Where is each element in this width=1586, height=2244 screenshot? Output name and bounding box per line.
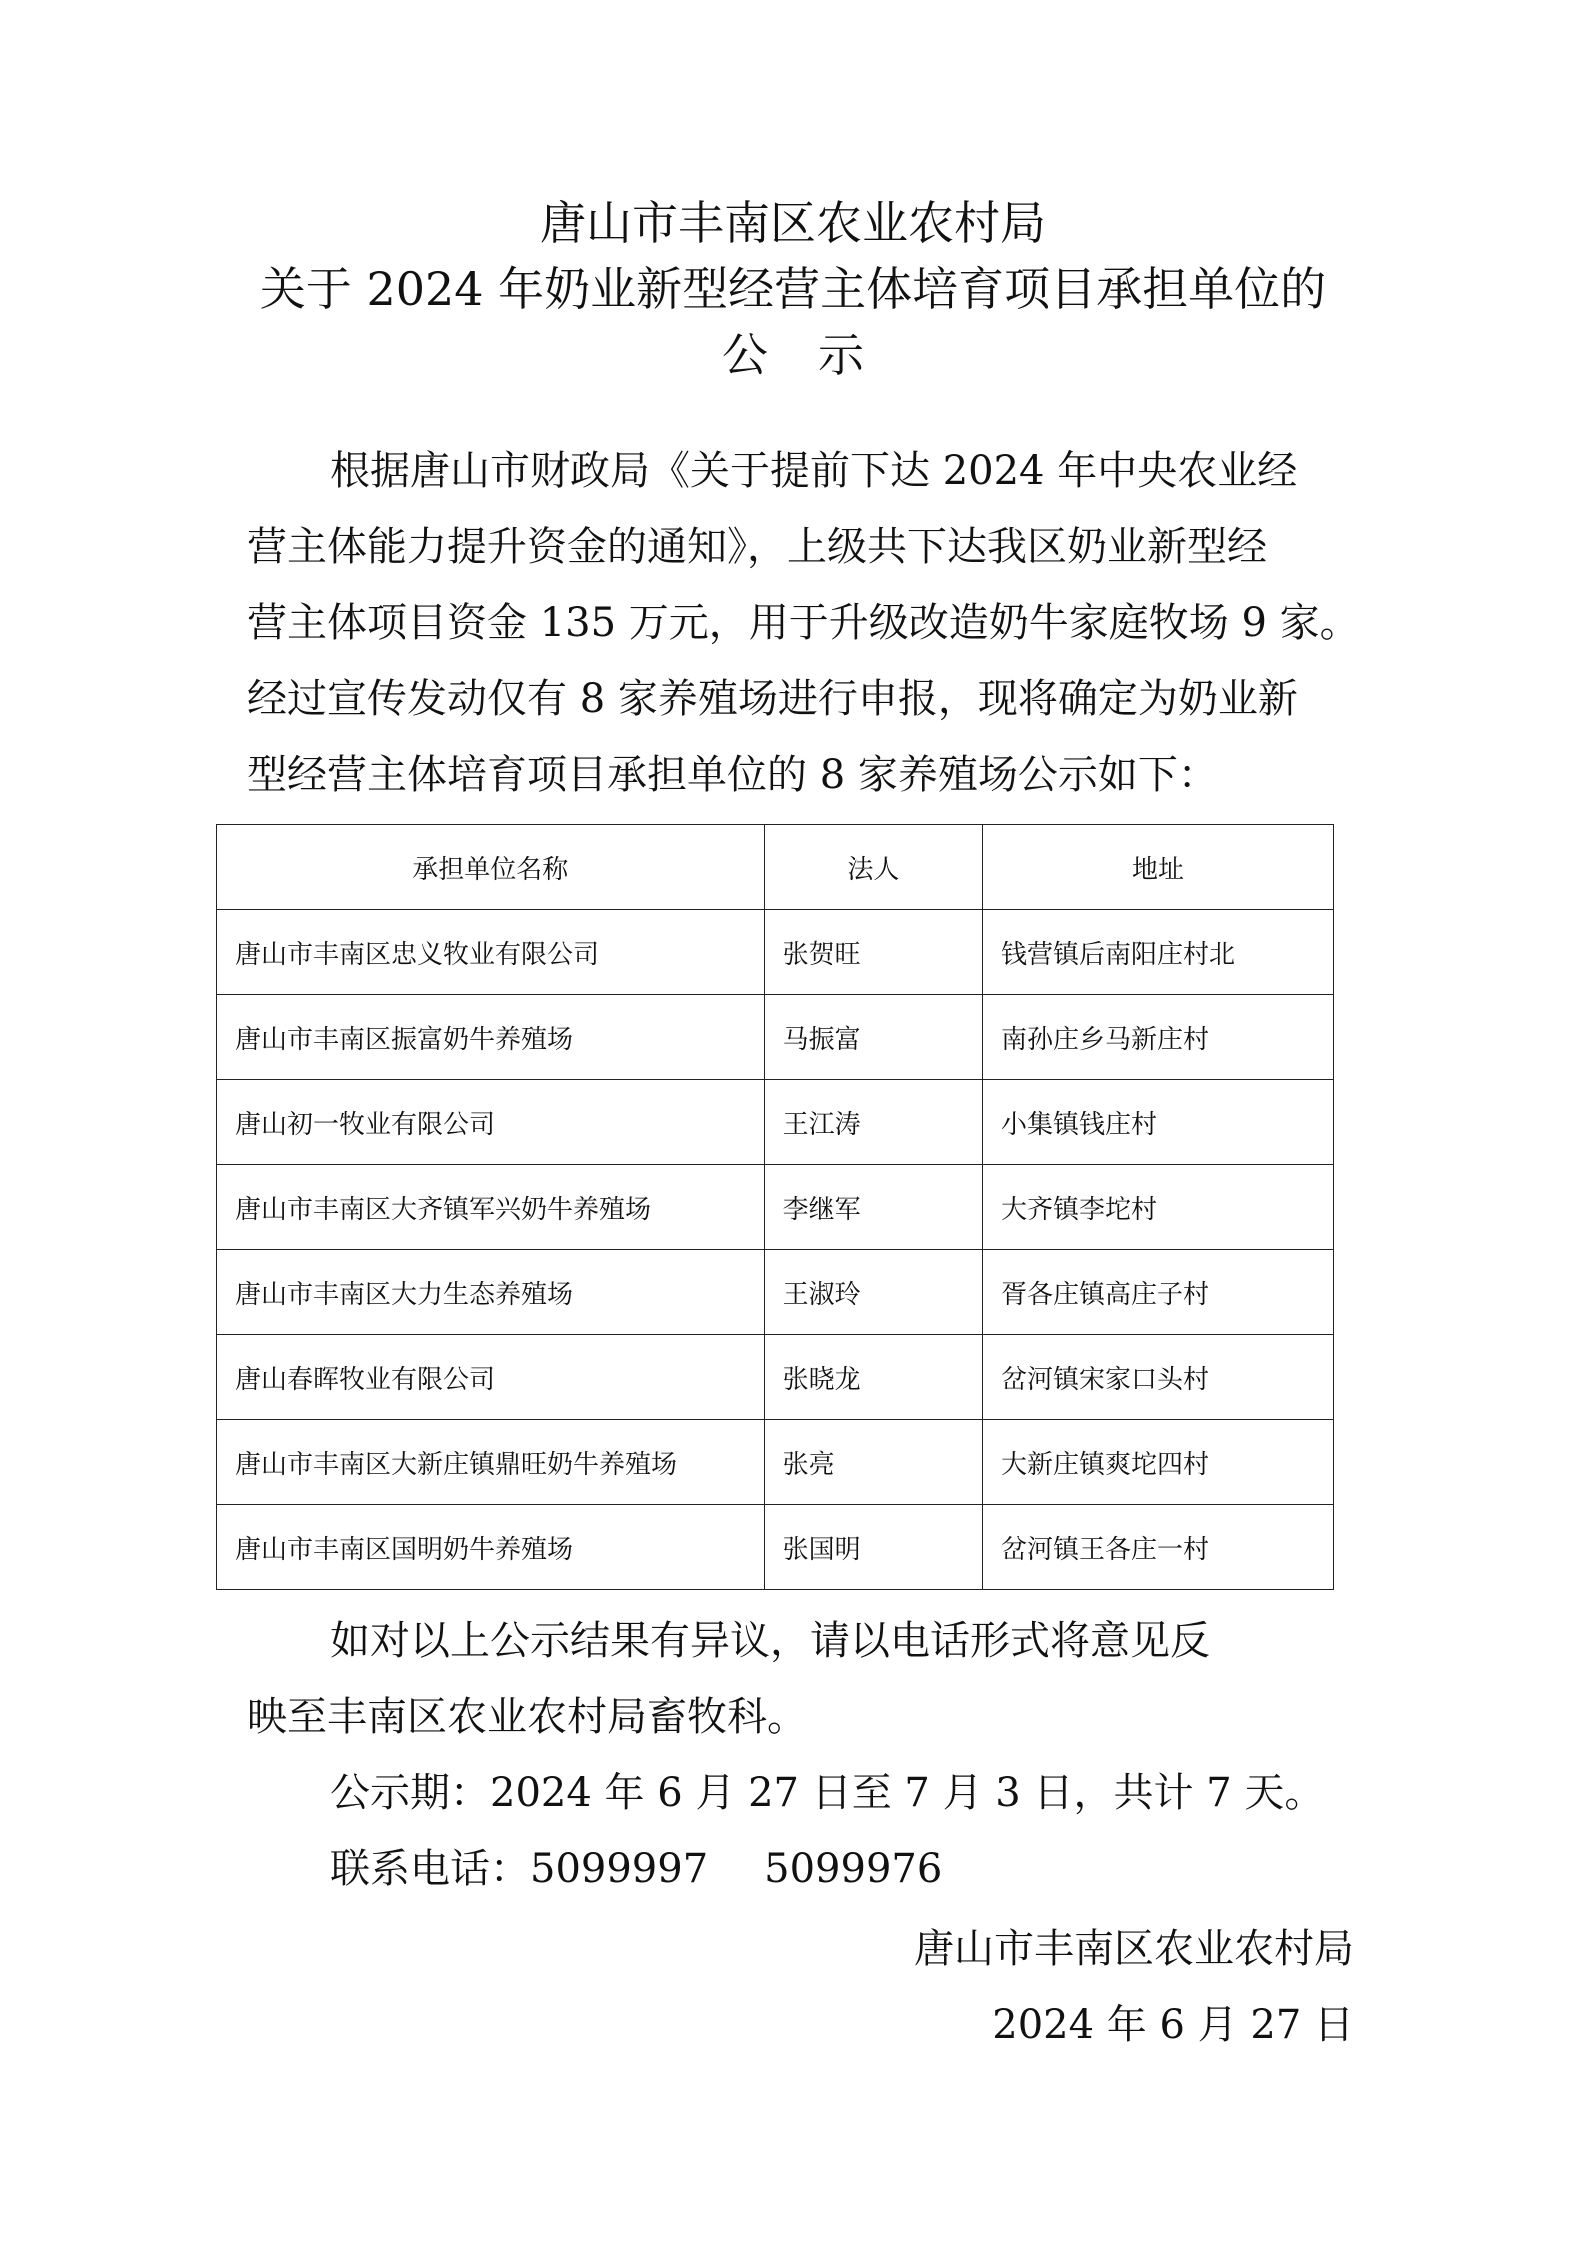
cell-address: 胥各庄镇高庄子村	[983, 1250, 1334, 1335]
intro-line-2: 营主体能力提升资金的通知》，上级共下达我区奶业新型经	[247, 524, 1267, 570]
cell-legal-person: 马振富	[764, 995, 982, 1080]
phone-number-2: 5099976	[764, 1846, 943, 1892]
title-word-b: 示	[818, 328, 864, 382]
table-row	[217, 1165, 1334, 1250]
table-row	[217, 910, 1334, 995]
cell-address: 大齐镇李坨村	[983, 1165, 1334, 1250]
cell-address: 岔河镇宋家口头村	[983, 1335, 1334, 1420]
signature-org: 唐山市丰南区农业农村局	[914, 1926, 1354, 1972]
cell-address: 钱营镇后南阳庄村北	[983, 910, 1334, 995]
title-line-2: 关于 2024 年奶业新型经营主体培育项目承担单位的	[259, 262, 1327, 316]
title-line-3	[0, 324, 1586, 386]
phone-number-1: 5099997	[530, 1846, 709, 1892]
closing-line-1: 如对以上公示结果有异议，请以电话形式将意见反	[330, 1618, 1210, 1664]
publicity-period: 公示期：2024 年 6 月 27 日至 7 月 3 日，共计 7 天。	[330, 1770, 1325, 1816]
cell-unit-name: 唐山市丰南区忠义牧业有限公司	[217, 910, 765, 995]
table-row	[217, 1080, 1334, 1165]
cell-address: 南孙庄乡马新庄村	[983, 995, 1334, 1080]
cell-unit-name: 唐山初一牧业有限公司	[217, 1080, 765, 1165]
cell-address: 小集镇钱庄村	[983, 1080, 1334, 1165]
cell-unit-name: 唐山市丰南区国明奶牛养殖场	[217, 1505, 765, 1590]
cell-unit-name: 唐山市丰南区振富奶牛养殖场	[217, 995, 765, 1080]
contact-phone-line	[330, 1842, 1450, 1896]
cell-legal-person: 王淑玲	[764, 1250, 982, 1335]
cell-address: 岔河镇王各庄一村	[983, 1505, 1334, 1590]
intro-line-1: 根据唐山市财政局《关于提前下达 2024 年中央农业经	[330, 448, 1298, 494]
cell-legal-person: 张贺旺	[764, 910, 982, 995]
table-header-row	[217, 825, 1334, 910]
header-unit-name: 承担单位名称	[217, 825, 765, 910]
cell-legal-person: 王江涛	[764, 1080, 982, 1165]
table-row	[217, 995, 1334, 1080]
cell-legal-person: 李继军	[764, 1165, 982, 1250]
cell-unit-name: 唐山市丰南区大新庄镇鼎旺奶牛养殖场	[217, 1420, 765, 1505]
unit-table	[216, 824, 1334, 1590]
cell-unit-name: 唐山市丰南区大力生态养殖场	[217, 1250, 765, 1335]
table-row	[217, 1505, 1334, 1590]
signature-date: 2024 年 6 月 27 日	[992, 2002, 1354, 2048]
header-legal-person: 法人	[764, 825, 982, 910]
header-address: 地址	[983, 825, 1334, 910]
cell-unit-name: 唐山春晖牧业有限公司	[217, 1335, 765, 1420]
closing-line-2: 映至丰南区农业农村局畜牧科。	[247, 1694, 807, 1740]
title-line-1: 唐山市丰南区农业农村局	[540, 196, 1046, 250]
cell-legal-person: 张国明	[764, 1505, 982, 1590]
intro-line-3: 营主体项目资金 135 万元，用于升级改造奶牛家庭牧场 9 家。	[247, 600, 1360, 646]
cell-unit-name: 唐山市丰南区大齐镇军兴奶牛养殖场	[217, 1165, 765, 1250]
table-row	[217, 1420, 1334, 1505]
cell-address: 大新庄镇爽坨四村	[983, 1420, 1334, 1505]
cell-legal-person: 张亮	[764, 1420, 982, 1505]
table-row	[217, 1250, 1334, 1335]
phone-label: 联系电话：	[330, 1846, 530, 1892]
title-word-a: 公	[722, 328, 768, 382]
intro-line-4: 经过宣传发动仅有 8 家养殖场进行申报，现将确定为奶业新	[247, 676, 1298, 722]
table-row	[217, 1335, 1334, 1420]
intro-line-5: 型经营主体培育项目承担单位的 8 家养殖场公示如下：	[247, 752, 1218, 798]
cell-legal-person: 张晓龙	[764, 1335, 982, 1420]
